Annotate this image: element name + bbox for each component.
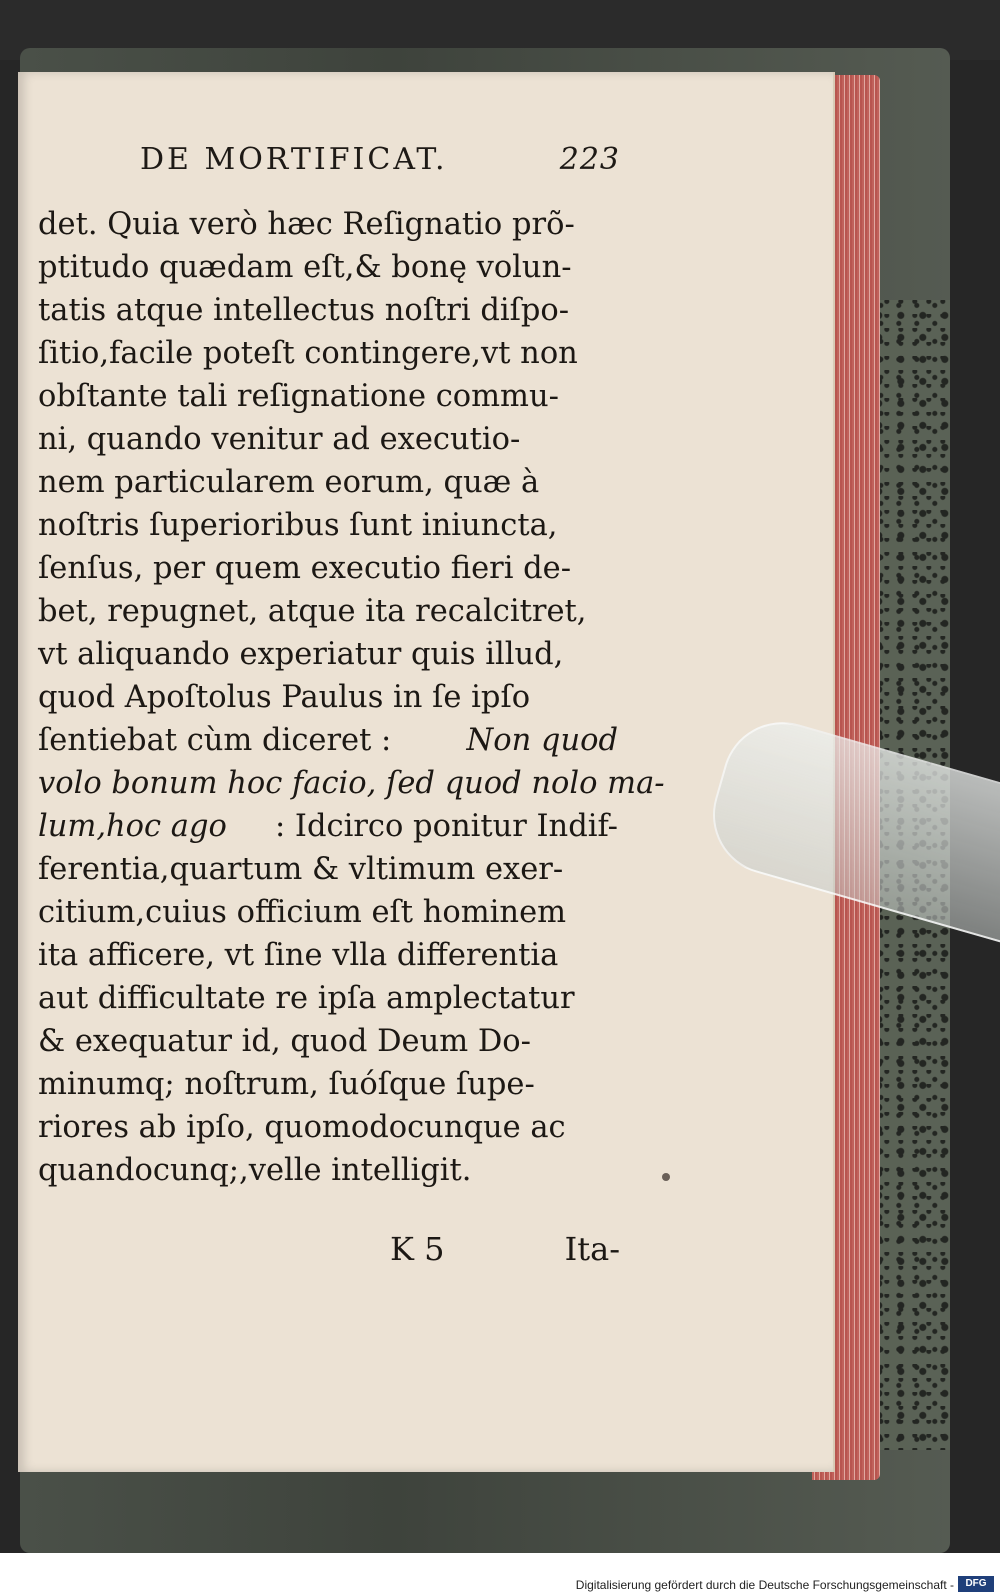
text-line (38, 891, 618, 934)
text-line (38, 332, 618, 375)
italic-quote: Non quod (466, 723, 618, 758)
line-text: det. Quia verò hæc Reſignatio prõ- (38, 207, 575, 242)
text-line (38, 1020, 618, 1063)
line-text: ſitio,facile poteſt contingere,vt non (38, 336, 578, 371)
line-text: nem particularem eorum, quæ à (38, 465, 540, 500)
text-line (38, 762, 665, 805)
text-line (38, 1106, 618, 1149)
line-text: minumq; noſtrum, ſuóſque ſupe- (38, 1067, 535, 1102)
page-footer (390, 1230, 620, 1268)
catchword: Ita- (564, 1230, 620, 1268)
line-text: citium,cuius officium eſt hominem (38, 895, 567, 930)
line-text: ni, quando venitur ad executio- (38, 422, 521, 457)
text-line (38, 418, 618, 461)
text-line (38, 289, 618, 332)
line-text: quandocunq;,velle intelligit. (38, 1153, 472, 1188)
text-line (38, 633, 618, 676)
italic-quote: volo bonum hoc facio, ſed quod nolo ma- (38, 766, 665, 801)
line-text: ferentia,quartum & vltimum exer- (38, 852, 564, 887)
text-line (38, 1063, 618, 1106)
ink-speck (662, 1173, 670, 1181)
line-text: quod Apoſtolus Paulus in ſe ipſo (38, 680, 531, 715)
italic-quote: lum,hoc ago (38, 809, 227, 844)
line-text: ſentiebat cùm diceret : (38, 723, 392, 758)
dfg-logo: DFG (958, 1576, 994, 1592)
text-line (38, 977, 618, 1020)
line-text: & exequatur id, quod Deum Do- (38, 1024, 531, 1059)
page-number: 223 (559, 142, 620, 177)
text-line (38, 375, 618, 418)
running-title: DE MORTIFICAT. (140, 142, 448, 177)
running-header (140, 142, 620, 177)
line-text: vt aliquando experiatur quis illud, (38, 637, 564, 672)
text-line (38, 203, 618, 246)
line-text: ſenſus, per quem executio fieri de- (38, 551, 572, 586)
line-text: tatis atque intellectus noſtri diſpo- (38, 293, 570, 328)
line-text: obſtante tali reſignatione commu- (38, 379, 559, 414)
text-line (38, 504, 618, 547)
line-text: : Idcirco ponitur Indif- (274, 809, 618, 844)
line-text: riores ab ipſo, quomodocunque ac (38, 1110, 566, 1145)
line-text: aut difficultate re ipſa amplectatur (38, 981, 575, 1016)
line-text: ptitudo quædam eſt,& bonę volun- (38, 250, 572, 285)
line-text: ita afficere, vt ſine vlla differentia (38, 938, 559, 973)
signature-mark: K 5 (390, 1230, 445, 1268)
text-line (38, 719, 618, 762)
text-line (38, 1149, 618, 1192)
page-text (38, 203, 665, 1192)
line-text: bet, repugnet, atque ita recalcitret, (38, 594, 587, 629)
text-line (38, 590, 618, 633)
text-line (38, 848, 618, 891)
text-line (38, 461, 618, 504)
text-line (38, 805, 618, 848)
text-line (38, 934, 618, 977)
digitization-credit: Digitalisierung gefördert durch die Deutsche Forschungsgemeinschaft - (575, 1578, 954, 1592)
text-line (38, 676, 618, 719)
text-line (38, 246, 618, 289)
text-line (38, 547, 618, 590)
line-text: noſtris ſuperioribus ſunt iniuncta, (38, 508, 558, 543)
